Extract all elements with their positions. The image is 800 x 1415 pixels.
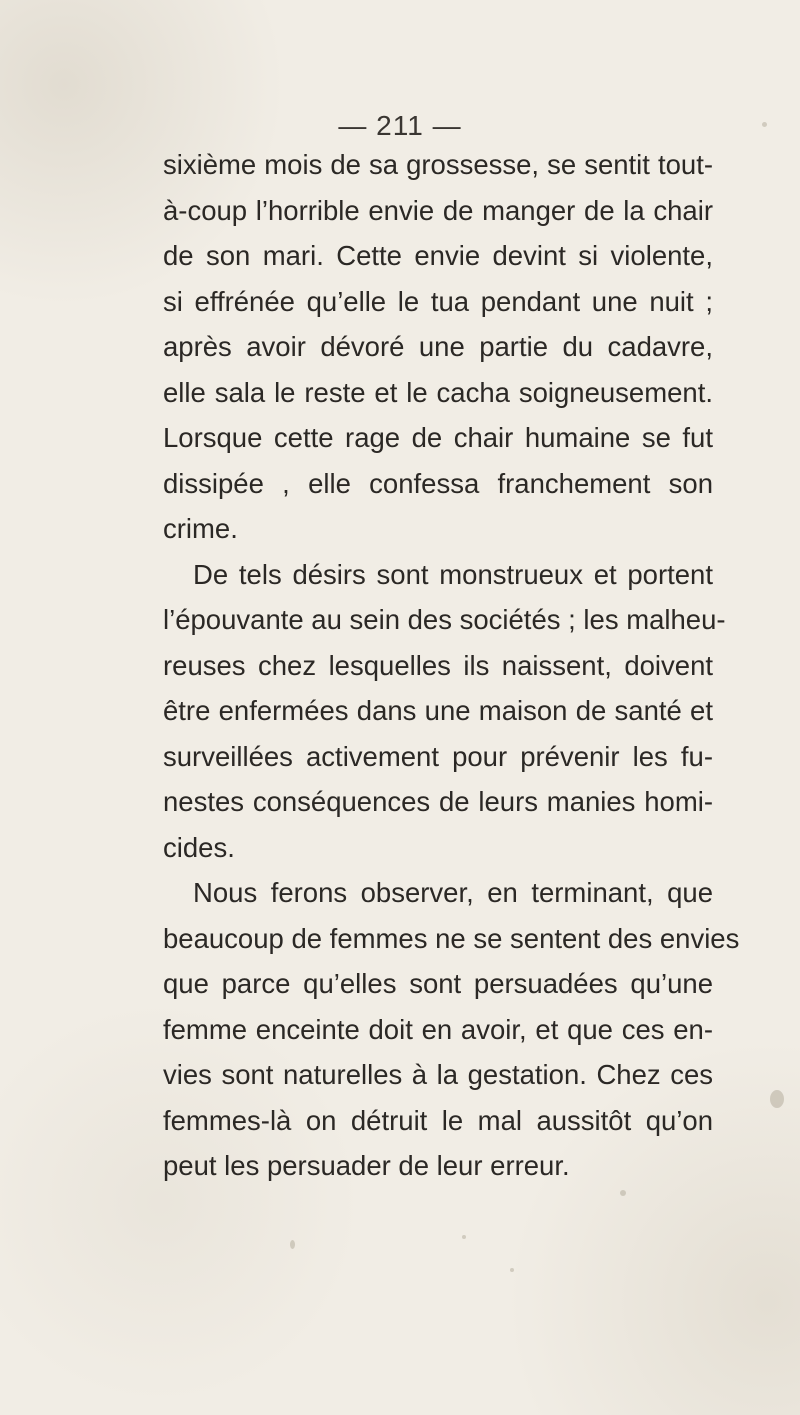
text-line: l’épouvante au sein des sociétés ; les malheu- (163, 604, 726, 635)
text-line: elle sala le reste et le cacha soigneusement. (163, 376, 713, 408)
text-line: crime. (163, 513, 238, 544)
paper-speck (620, 1190, 626, 1196)
text-line: cides. (163, 831, 235, 863)
text-line: sixième mois de sa grossesse, se sentit tout- (163, 149, 713, 180)
page-number: — 211 — (338, 110, 462, 141)
text-line: reuses chez lesquelles ils naissent, doivent (163, 649, 713, 681)
text-line: après avoir dévoré une partie du cadavre, (163, 331, 713, 362)
text-line: Lorsque cette rage de chair humaine se fut (163, 422, 713, 453)
text-line: femmes-là on détruit le mal aussitôt qu’on (163, 1104, 713, 1136)
text-line: que parce qu’elles sont persuadées qu’une (163, 968, 713, 999)
paper-speck (290, 1240, 295, 1249)
text-line: De tels désirs sont monstrueux et portent (193, 558, 713, 590)
text-line: Nous ferons observer, en terminant, que (193, 877, 713, 908)
text-line: à-coup l’horrible envie de manger de la chair (163, 194, 713, 226)
text-line: dissipée , elle confessa franchement son (163, 467, 713, 499)
text-line: nestes conséquences de leurs manies homi- (163, 786, 713, 817)
text-line: peut les persuader de leur erreur. (163, 1150, 570, 1181)
paper-speck (770, 1090, 784, 1108)
body-text (163, 142, 740, 1189)
paper-speck (510, 1268, 514, 1272)
text-line: beaucoup de femmes ne se sentent des envies (163, 922, 740, 954)
text-line: être enfermées dans une maison de santé et (163, 695, 713, 726)
paper-speck (462, 1235, 466, 1239)
text-line: si effrénée qu’elle le tua pendant une nuit ; (163, 285, 713, 317)
text-line: de son mari. Cette envie devint si violente, (163, 240, 713, 271)
text-line: surveillées activement pour prévenir les fu- (163, 740, 713, 772)
text-line: femme enceinte doit en avoir, et que ces en- (163, 1013, 713, 1045)
text-line: vies sont naturelles à la gestation. Chez ces (163, 1059, 713, 1090)
